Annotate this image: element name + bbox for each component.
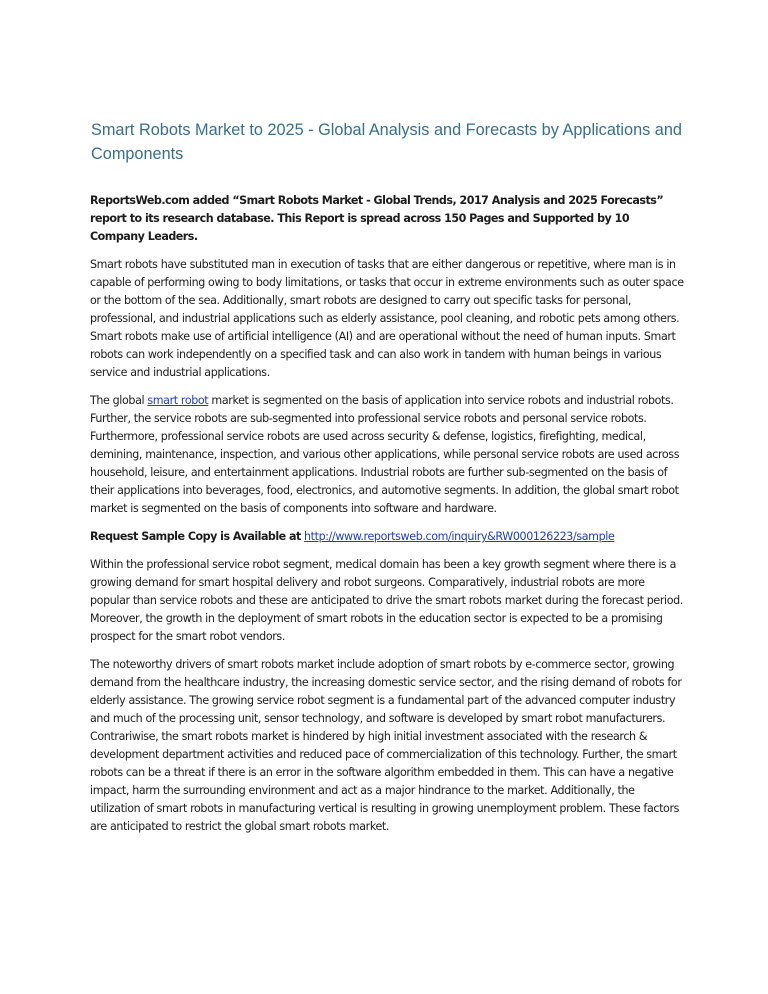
request-sample-line — [90, 528, 685, 546]
paragraph-segmentation-rest: market is segmented on the basis of application into service robots and industrial robots. Further, the service robots are sub-segmented into professional service robots and personal service robots. Furthermore, professional service robots are used across security & defense, logistics, firefighting, medical, demining, maintenance, inspection, and various other applications, while personal service robots are used across household, leisure, and entertainment applications. Industrial robots are further sub-segmented on the basis of their applications into beverages, food, electronics, and automotive segments. In addition, the global smart robot market is segmented on the basis of components into software and hardware. — [90, 394, 680, 515]
request-sample-link[interactable]: http://www.reportsweb.com/inquiry&RW000126223/sample — [304, 530, 615, 543]
paragraph-drivers: The noteworthy drivers of smart robots market include adoption of smart robots by e-commerce sector, growing demand from the healthcare industry, the increasing domestic service sector, and the rising demand of robots for elderly assistance. The growing service robot segment is a fundamental part of the advanced computer industry and much of the processing unit, sensor technology, and software is developed by smart robot manufacturers. Contrariwise, the smart robots market is hindered by high initial investment associated with the research & development department activities and reduced pace of commercialization of this technology. Further, the smart robots can be a threat if there is an error in the software algorithm embedded in them. This can have a negative impact, harm the surrounding environment and act as a major hindrance to the market. Additionally, the utilization of smart robots in manufacturing vertical is resulting in growing unemployment problem. These factors are anticipated to restrict the global smart robots market. — [90, 658, 682, 833]
paragraph-segmentation — [90, 392, 685, 518]
paragraph-professional-segment: Within the professional service robot segment, medical domain has been a key growth segment where there is a growing demand for smart hospital delivery and robot surgeons. Comparatively, industrial robots are more popular than service robots and these are anticipated to drive the smart robots market during the forecast period. Moreover, the growth in the deployment of smart robots in the education sector is expected to be a promising prospect for the smart robot vendors. — [90, 558, 683, 643]
document-body — [90, 192, 685, 846]
paragraph-intro: Smart robots have substituted man in execution of tasks that are either dangerous or repetitive, where man is in capable of performing owing to body limitations, or tasks that occur in extreme environments such as outer space or the bottom of the sea. Additionally, smart robots are designed to carry out specific tasks for personal, professional, and industrial applications such as elderly assistance, pool cleaning, and robotic pets among others. Smart robots make use of artificial intelligence (AI) and are operational without the need of human inputs. Smart robots can work independently on a specified task and can also work in tandem with human beings in various service and industrial applications. — [90, 258, 684, 379]
document-title: Smart Robots Market to 2025 - Global Analysis and Forecasts by Applications and Components — [91, 121, 682, 163]
smart-robot-link[interactable]: smart robot — [147, 394, 209, 407]
lead-paragraph: ReportsWeb.com added “Smart Robots Market - Global Trends, 2017 Analysis and 2025 Forecasts” report to its research database. This Report is spread across 150 Pages and Supported by 10 Company Leaders. — [90, 194, 664, 243]
request-sample-label: Request Sample Copy is Available at — [90, 530, 301, 543]
paragraph-segmentation-start: The global — [90, 394, 148, 407]
